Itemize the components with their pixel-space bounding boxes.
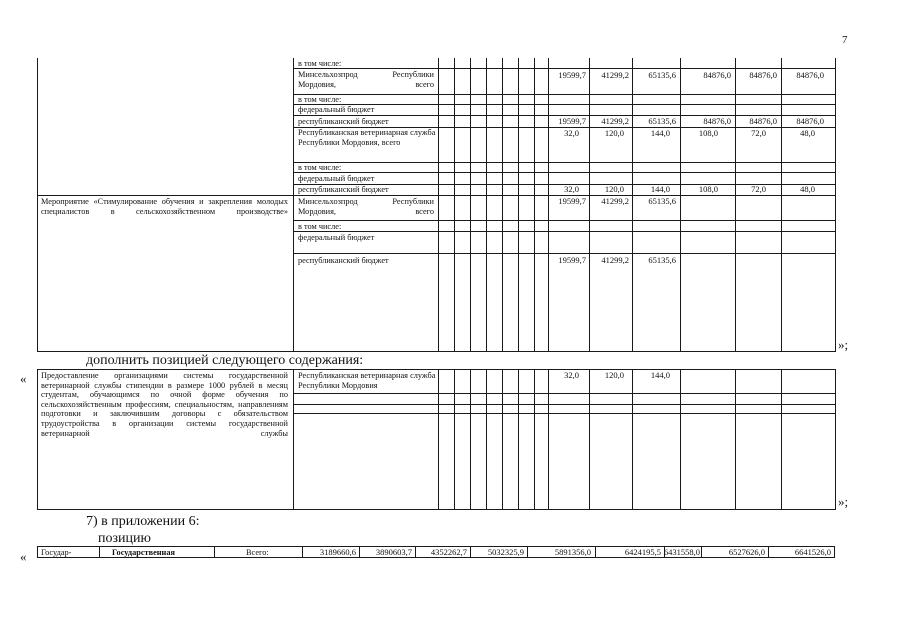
cell-value: 6431558,0: [663, 547, 700, 557]
cell-value: 84876,0: [796, 116, 824, 126]
cell-value: 65135,6: [648, 255, 676, 265]
row-label: федеральный бюджет: [298, 105, 375, 114]
cell-value: 5891356,0: [554, 547, 591, 557]
row-label: республиканский бюджет: [298, 117, 389, 126]
row-label: Минсельхозпрод Республики Мордовия, всего: [298, 197, 434, 216]
row-label: республиканский бюджет: [298, 185, 389, 194]
cell-value: 84876,0: [749, 116, 777, 126]
cell-value: 48,0: [800, 128, 815, 138]
cell-value: 4352262,7: [430, 547, 467, 557]
row-title: Государственная: [112, 548, 175, 557]
cell-value: 41299,2: [601, 70, 629, 80]
row-label: в том числе:: [298, 222, 342, 231]
appendix-instruction: 7) в приложении 6:: [86, 514, 200, 529]
cell-value: 19599,7: [558, 116, 586, 126]
cell-value: 108,0: [698, 184, 718, 194]
cell-value: 19599,7: [558, 196, 586, 206]
cell-value: 5032325,9: [487, 547, 524, 557]
cell-value: 65135,6: [648, 116, 676, 126]
cell-value: 32,0: [564, 128, 579, 138]
row-label: республиканский бюджет: [298, 256, 389, 265]
row-label: в том числе:: [298, 163, 342, 172]
cell-value: 19599,7: [558, 70, 586, 80]
cell-value: 120,0: [604, 370, 624, 380]
cell-value: 84876,0: [796, 70, 824, 80]
position-word: позицию: [98, 531, 151, 546]
cell-value: 6527626,0: [728, 547, 765, 557]
cell-value: 41299,2: [601, 255, 629, 265]
event-description: Предоставление организациями системы государственной ветеринарной службы стипендии в размере 1000 рублей в месяц студентам, обучающимся по очной форме обучения по сельскохозяйственным профессиям, специальностям, направлениям подготовки и заключившим договоры с обязательством трудоустройства в организации системы государственной ветеринарной службы: [41, 371, 288, 438]
cell-value: 120,0: [604, 184, 624, 194]
cell-value: 32,0: [564, 370, 579, 380]
row-label: в том числе:: [298, 95, 342, 104]
cell-value: 144,0: [650, 370, 670, 380]
cell-value: 108,0: [698, 128, 718, 138]
row-label: в том числе:: [298, 59, 342, 68]
cell-value: 72,0: [751, 184, 766, 194]
cell-value: 41299,2: [601, 196, 629, 206]
cell-value: 32,0: [564, 184, 579, 194]
row-label: федеральный бюджет: [298, 233, 375, 242]
page-number: 7: [842, 34, 848, 46]
closing-quote: »;: [838, 494, 849, 509]
row-label: Минсельхозпрод Республики Мордовия, всего: [298, 70, 434, 89]
opening-quote: «: [20, 549, 27, 564]
cell-value: 3189660,6: [319, 547, 356, 557]
cell-value: 65135,6: [648, 196, 676, 206]
cell-value: 144,0: [650, 128, 670, 138]
closing-quote: »;: [838, 337, 849, 352]
cell-value: 144,0: [650, 184, 670, 194]
row-label: федеральный бюджет: [298, 174, 375, 183]
cell-value: 120,0: [604, 128, 624, 138]
opening-quote: «: [20, 371, 27, 386]
cell-value: 6641526,0: [794, 547, 831, 557]
cell-value: 84876,0: [703, 116, 731, 126]
cell-value: 19599,7: [558, 255, 586, 265]
cell-value: 48,0: [800, 184, 815, 194]
row-label: Республиканская ветеринарная служба Республики Мордовия, всего: [298, 128, 436, 147]
cell-value: 6424195,5: [624, 547, 661, 557]
row-code: Государ-: [41, 548, 72, 557]
cell-value: 84876,0: [703, 70, 731, 80]
row-label: Республиканская ветеринарная служба Республики Мордовия: [298, 371, 436, 390]
cell-value: 84876,0: [749, 70, 777, 80]
row-total-label: Всего:: [246, 548, 269, 557]
cell-value: 41299,2: [601, 116, 629, 126]
cell-value: 72,0: [751, 128, 766, 138]
event-description: Мероприятие «Стимулирование обучения и закрепления молодых специалистов в сельскохозяйственном производстве»: [41, 197, 288, 216]
cell-value: 65135,6: [648, 70, 676, 80]
amendment-instruction: дополнить позицией следующего содержания:: [86, 353, 364, 368]
cell-value: 3890603,7: [375, 547, 412, 557]
